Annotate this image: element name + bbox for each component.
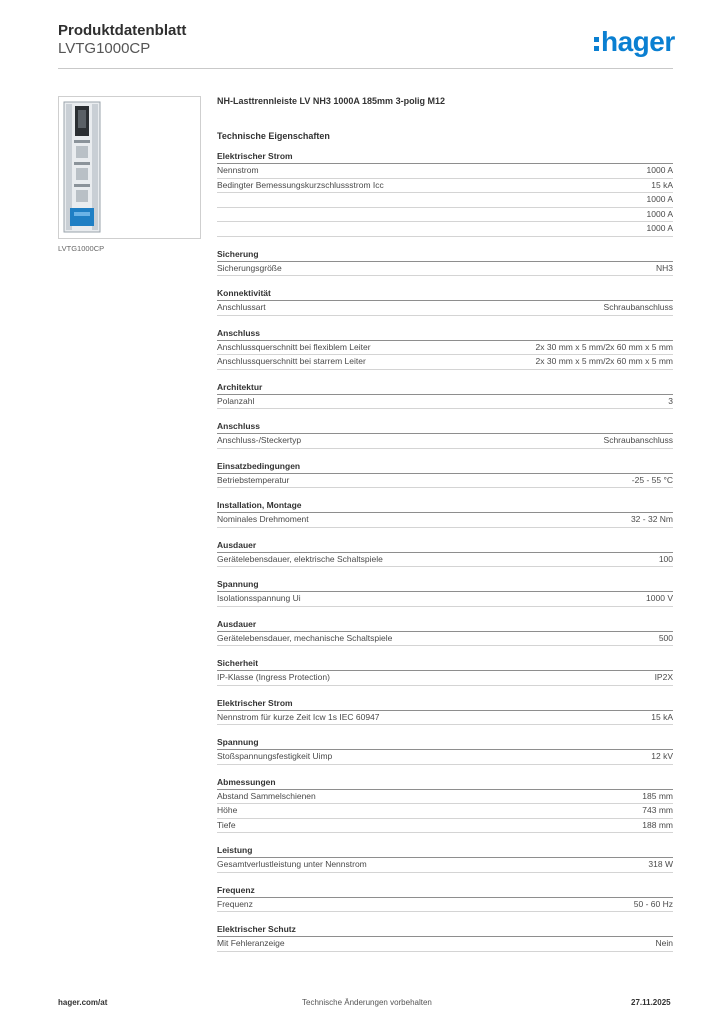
spec-group-title: Konnektivität [217,287,673,301]
spec-label: Anschluss-/Steckertyp [217,435,302,445]
spec-group-title: Einsatzbedingungen [217,460,673,474]
spec-group [217,657,673,686]
footer-note: Technische Änderungen vorbehalten [302,998,432,1007]
spec-value: 1000 A [646,223,673,233]
spec-group [217,327,673,370]
page-title: Produktdatenblatt [58,22,187,39]
footer-website-link[interactable]: hager.com/at [58,998,108,1007]
spec-group-title: Spannung [217,736,673,750]
spec-group-title: Frequenz [217,884,673,898]
spec-group [217,381,673,410]
spec-row [217,898,673,913]
spec-row [217,193,673,208]
spec-label: Höhe [217,805,238,815]
spec-label: Tiefe [217,819,236,830]
spec-value: 3 [668,395,673,406]
spec-row [217,632,673,647]
spec-group-title: Elektrischer Strom [217,150,673,164]
product-caption: LVTG1000CP [58,244,105,253]
hager-logo[interactable] [594,26,675,58]
logo-dots-icon [594,37,599,51]
spec-value: 500 [658,632,673,643]
spec-label: Anschlussart [217,302,266,312]
spec-group [217,844,673,873]
spec-group-title: Ausdauer [217,539,673,553]
spec-row [217,750,673,765]
spec-group [217,618,673,647]
spec-label: Nominales Drehmoment [217,514,309,524]
spec-group-title: Sicherheit [217,657,673,671]
spec-label: Gerätelebensdauer, mechanische Schaltspiele [217,632,393,643]
spec-value: 318 W [648,859,673,869]
spec-value: Schraubanschluss [603,435,673,445]
spec-label: Nennstrom für kurze Zeit Icw 1s IEC 60947 [217,711,380,722]
spec-row [217,858,673,873]
spec-value: 15 kA [651,179,673,190]
spec-value: 188 mm [642,819,673,830]
spec-label: Abstand Sammelschienen [217,790,316,801]
spec-label: Betriebstemperatur [217,474,290,485]
spec-label: IP-Klasse (Ingress Protection) [217,672,330,682]
spec-group-title: Anschluss [217,420,673,434]
spec-row [217,355,673,370]
spec-value: 185 mm [642,790,673,801]
spec-group-title: Installation, Montage [217,499,673,513]
spec-row [217,179,673,194]
spec-label: Frequenz [217,898,253,909]
spec-group-title: Ausdauer [217,618,673,632]
spec-label: Mit Fehleranzeige [217,938,285,948]
spec-group [217,150,673,237]
spec-row [217,592,673,607]
spec-value: 50 - 60 Hz [633,898,673,909]
spec-value: 15 kA [651,711,673,722]
spec-group [217,248,673,277]
spec-label: Polanzahl [217,395,255,406]
spec-groups [217,150,673,952]
spec-row [217,671,673,686]
spec-row [217,208,673,223]
spec-label: Gerätelebensdauer, elektrische Schaltspiele [217,553,383,564]
spec-value: IP2X [654,672,673,682]
spec-value: Schraubanschluss [603,302,673,312]
spec-group-title: Elektrischer Schutz [217,923,673,937]
spec-group [217,499,673,528]
header-divider [58,68,673,69]
spec-group [217,923,673,952]
spec-row [217,790,673,805]
spec-label: Isolationsspannung Ui [217,593,301,603]
spec-row [217,513,673,528]
spec-row [217,222,673,237]
spec-value: 2x 30 mm x 5 mm/2x 60 mm x 5 mm [535,356,673,366]
spec-value: 100 [658,553,673,564]
spec-label: Anschlussquerschnitt bei flexiblem Leiter [217,341,371,352]
spec-label: Gesamtverlustleistung unter Nennstrom [217,859,367,869]
spec-group-title: Architektur [217,381,673,395]
spec-row [217,434,673,449]
spec-group-title: Abmessungen [217,776,673,790]
spec-row [217,819,673,834]
spec-value: 1000 A [646,165,673,175]
spec-group-title: Spannung [217,578,673,592]
spec-group [217,736,673,765]
spec-group-title: Anschluss [217,327,673,341]
spec-group-title: Elektrischer Strom [217,697,673,711]
spec-value: 1000 V [646,593,673,603]
spec-group-title: Leistung [217,844,673,858]
logo-text: hager [601,26,675,57]
spec-group [217,697,673,726]
spec-group [217,578,673,607]
spec-group [217,884,673,913]
spec-label: Sicherungsgröße [217,262,282,273]
spec-label: Anschlussquerschnitt bei starrem Leiter [217,356,366,366]
spec-value: NH3 [655,262,673,273]
spec-row [217,395,673,410]
spec-row [217,164,673,179]
spec-group [217,287,673,316]
product-code: LVTG1000CP [58,40,151,57]
spec-group-title: Sicherung [217,248,673,262]
spec-row [217,937,673,952]
spec-value: 743 mm [642,805,673,815]
spec-content [217,94,673,952]
spec-label: Bedingter Bemessungskurzschlussstrom Icc [217,179,384,190]
spec-label: Nennstrom [217,165,259,175]
spec-value: 1000 A [646,208,673,219]
spec-row [217,301,673,316]
product-image [62,100,102,234]
spec-row [217,553,673,568]
spec-value: 32 - 32 Nm [630,514,673,524]
spec-row [217,804,673,819]
spec-label: Stoßspannungsfestigkeit Uimp [217,751,333,761]
footer-date: 27.11.2025 [631,998,671,1007]
spec-row [217,711,673,726]
technical-properties-heading: Technische Eigenschaften [217,131,330,141]
spec-value: 2x 30 mm x 5 mm/2x 60 mm x 5 mm [535,341,673,352]
spec-group [217,420,673,449]
spec-value: 12 kV [651,751,673,761]
spec-row [217,262,673,277]
spec-value: -25 - 55 °C [631,474,673,485]
spec-group [217,460,673,489]
product-description: NH-Lasttrennleiste LV NH3 1000A 185mm 3-polig M12 [217,96,446,106]
spec-value: 1000 A [646,194,673,204]
spec-group [217,539,673,568]
spec-group [217,776,673,834]
spec-row [217,341,673,356]
spec-row [217,474,673,489]
spec-value: Nein [655,938,673,948]
